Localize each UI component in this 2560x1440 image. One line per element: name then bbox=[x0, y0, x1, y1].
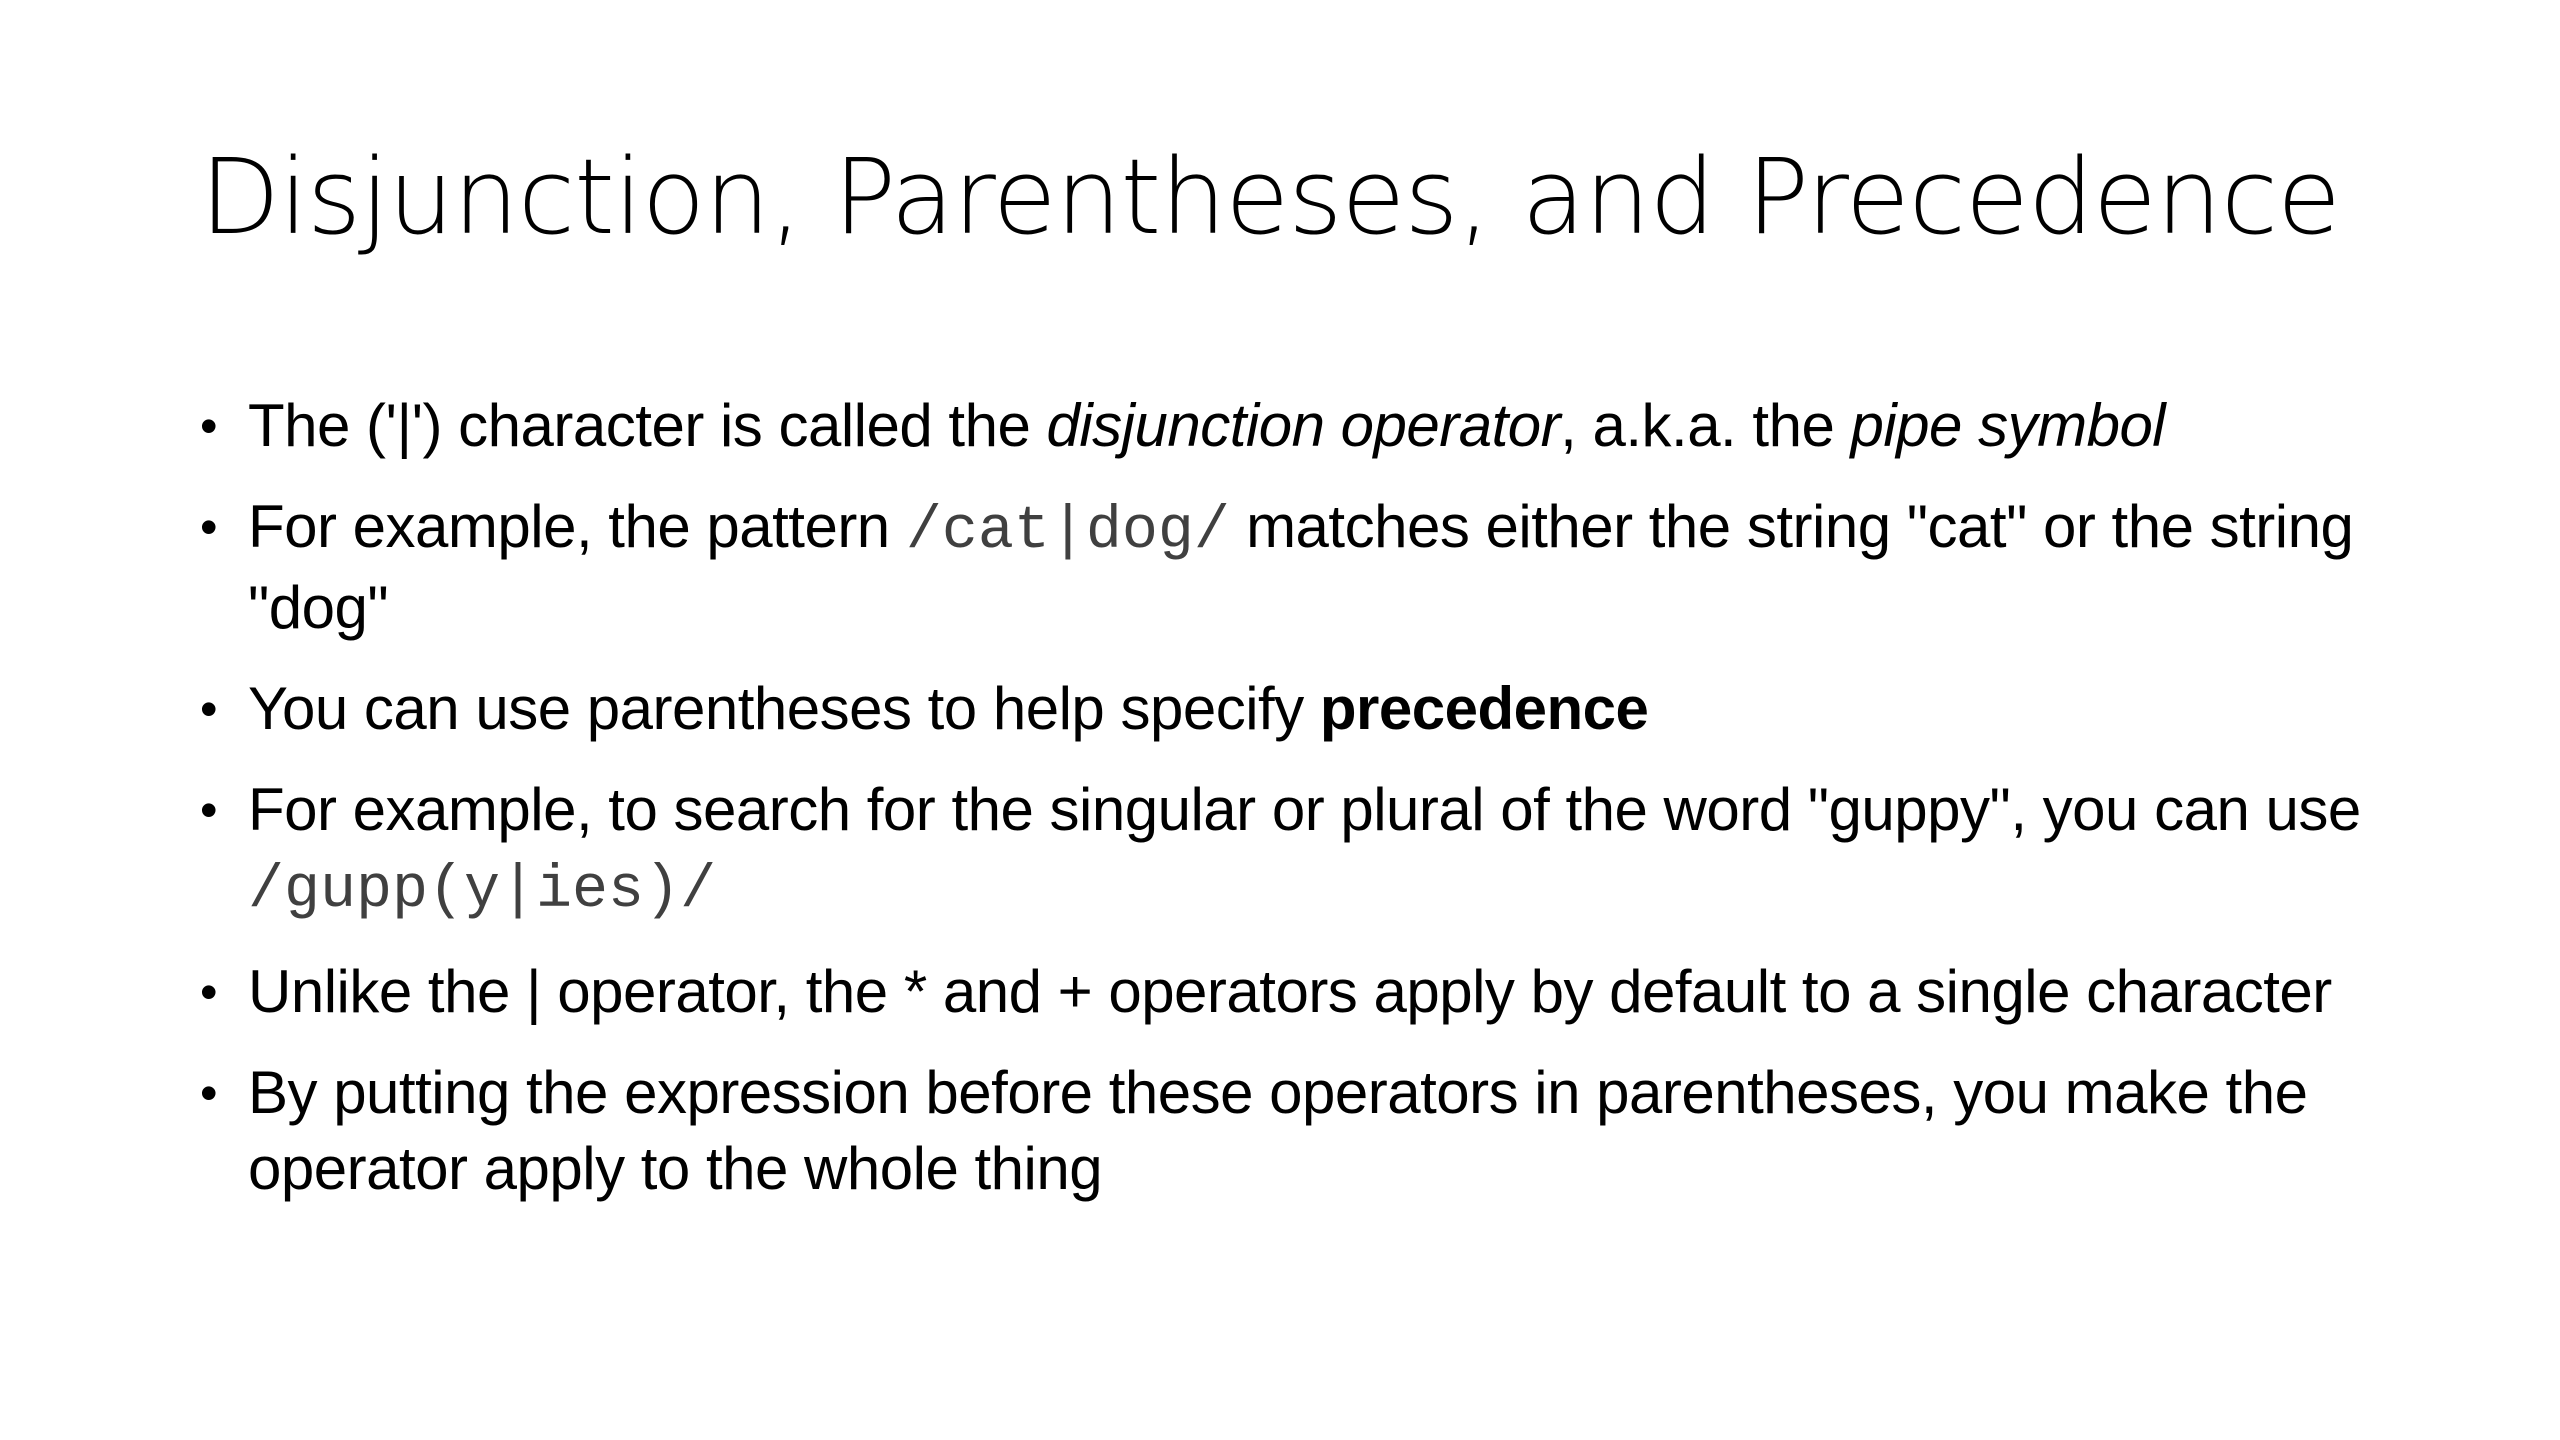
bullet-marker: • bbox=[200, 681, 218, 737]
bullet-item-parentheses-grouping bbox=[200, 1055, 2430, 1207]
bullet-text: Unlike the | operator, the * and + operators apply by default to a single character bbox=[248, 958, 2332, 1025]
bullet-text: For example, the pattern bbox=[248, 493, 906, 560]
bullet-marker: • bbox=[200, 499, 218, 555]
bullet-marker: • bbox=[200, 1065, 218, 1121]
bullet-text: By putting the expression before these operators in parentheses, you make the operator apply to the whole thing bbox=[248, 1059, 2308, 1202]
code-pattern-cat-dog: /cat|dog/ bbox=[905, 498, 1230, 566]
bullet-list bbox=[200, 388, 2430, 1232]
bullet-text: For example, to search for the singular or plural of the word "guppy", you can use bbox=[248, 776, 2361, 843]
term-disjunction-operator: disjunction operator bbox=[1046, 392, 1561, 459]
bullet-text: matches either the string "cat" or the string "dog" bbox=[248, 493, 2354, 641]
bullet-text: You can use parentheses to help specify bbox=[248, 675, 1320, 742]
term-pipe-symbol: pipe symbol bbox=[1850, 392, 2166, 459]
bullet-marker: • bbox=[200, 964, 218, 1020]
code-pattern-guppy: /gupp(y|ies)/ bbox=[248, 857, 717, 925]
bullet-item-disjunction-operator bbox=[200, 388, 2430, 464]
term-precedence: precedence bbox=[1319, 675, 1649, 742]
bullet-text: The ('|') character is called the bbox=[248, 392, 1047, 459]
bullet-item-cat-dog-example bbox=[200, 489, 2430, 646]
bullet-item-star-plus-operators bbox=[200, 954, 2430, 1030]
bullet-item-precedence bbox=[200, 671, 2430, 747]
bullet-text: , a.k.a. the bbox=[1560, 392, 1851, 459]
bullet-marker: • bbox=[200, 398, 218, 454]
slide-title: Disjunction, Parentheses, and Precedence bbox=[200, 136, 2340, 258]
bullet-item-guppy-example bbox=[200, 772, 2430, 929]
bullet-marker: • bbox=[200, 782, 218, 838]
